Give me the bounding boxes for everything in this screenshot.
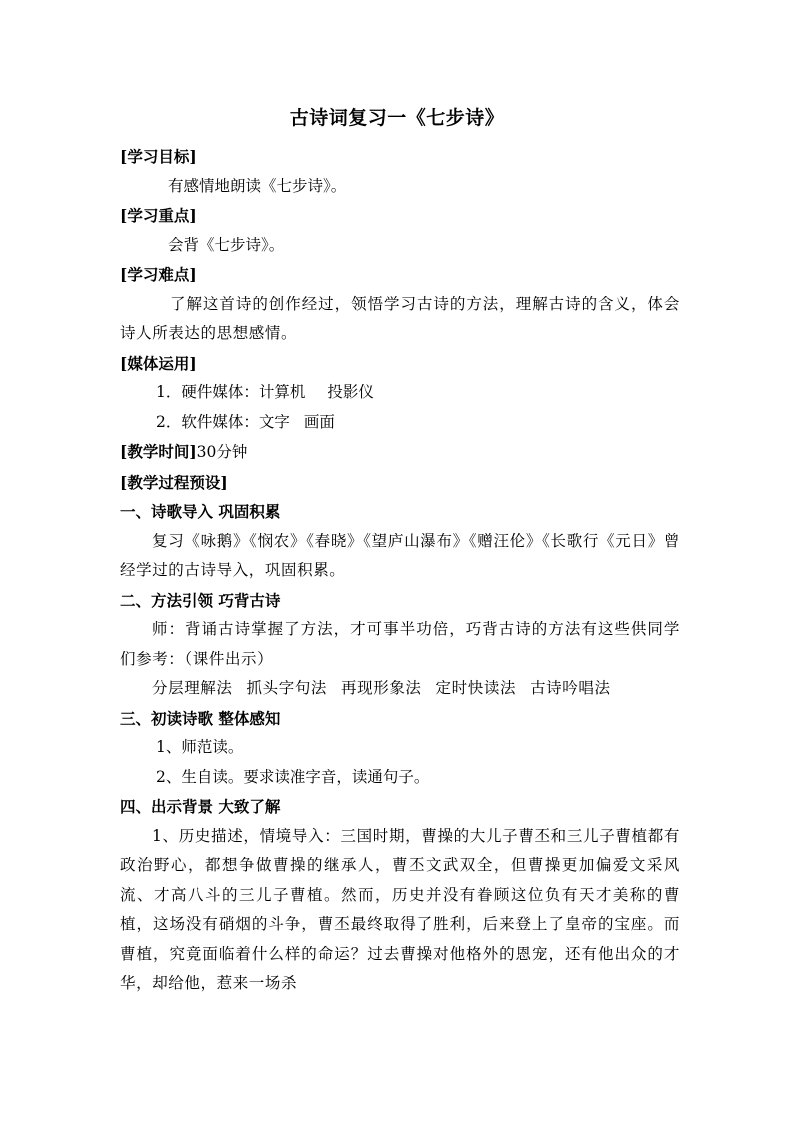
media-item-hardware [120, 378, 680, 408]
difficulty-heading: [学习难点] [120, 265, 197, 284]
time-line [120, 437, 680, 468]
focus-heading: [学习重点] [120, 206, 197, 225]
part3-item-1: 1、师范读。 [156, 738, 244, 756]
part2-text: 师：背诵古诗掌握了方法，才可事半功倍，巧背古诗的方法有这些供同学们参考：（课件出示） [120, 620, 680, 668]
method-item: 再现形象法 [341, 679, 422, 697]
time-value: 30分钟 [196, 443, 248, 461]
method-item: 抓头字句法 [246, 679, 328, 697]
part1-text: 复习《咏鹅》《悯农》《春晓》《望庐山瀑布》《赠汪伦》《长歌行《元日》曾经学过的古诗导入，巩固积累。 [120, 531, 680, 579]
media-item-software [120, 408, 680, 438]
media-item-hardware-label: 1．硬件媒体：计算机 [156, 383, 306, 401]
part3-item-2: 2、生自读。要求读准字音，读通句子。 [156, 767, 430, 786]
time-heading: [教学时间] [120, 442, 197, 461]
process-heading: [教学过程预设] [120, 472, 228, 492]
goal-heading: [学习目标] [120, 147, 197, 166]
part1-heading: 一、诗歌导入 巩固积累 [120, 502, 281, 521]
media-item-hardware-extra: 投影仪 [327, 383, 374, 401]
media-item-software-extra: 画面 [303, 412, 335, 431]
part4-text: 1、历史描述，情境导入：三国时期，曹操的大儿子曹丕和三儿子曹植都有政治野心，都想争做曹操的继承人，曹丕文武双全，但曹操更加偏爱文采风流、才高八斗的三儿子曹植。然而，历史并没有眷顾这位负有天才美称的曹植，这场没有硝烟的斗争，曹丕最终取得了胜利，后来登上了皇帝的宝座。而曹植，究竟面临着什么样的命运？过去曹操对他格外的恩宠，还有他出众的才华，却给他，惹来一场杀 [120, 826, 680, 992]
difficulty-text: 了解这首诗的创作经过，领悟学习古诗的方法，理解古诗的含义，体会诗人所表达的思想感情。 [120, 294, 680, 342]
method-item: 分层理解法 [152, 679, 233, 697]
media-item-software-label: 2．软件媒体：文字 [156, 412, 290, 431]
part3-heading: 三、初读诗歌 整体感知 [120, 708, 281, 728]
page-title: 古诗词复习一《七步诗》 [289, 107, 505, 129]
media-heading: [媒体运用] [120, 353, 197, 373]
method-item: 定时快读法 [435, 679, 517, 697]
part2-methods [120, 674, 680, 704]
document-body [120, 142, 680, 999]
goal-text: 有感情地朗读《七步诗》。 [168, 176, 347, 195]
focus-text: 会背《七步诗》。 [168, 235, 285, 254]
part4-heading: 四、出示背景 大致了解 [120, 797, 281, 816]
method-item: 古诗吟唱法 [530, 679, 611, 697]
part2-heading: 二、方法引领 巧背古诗 [120, 590, 281, 610]
